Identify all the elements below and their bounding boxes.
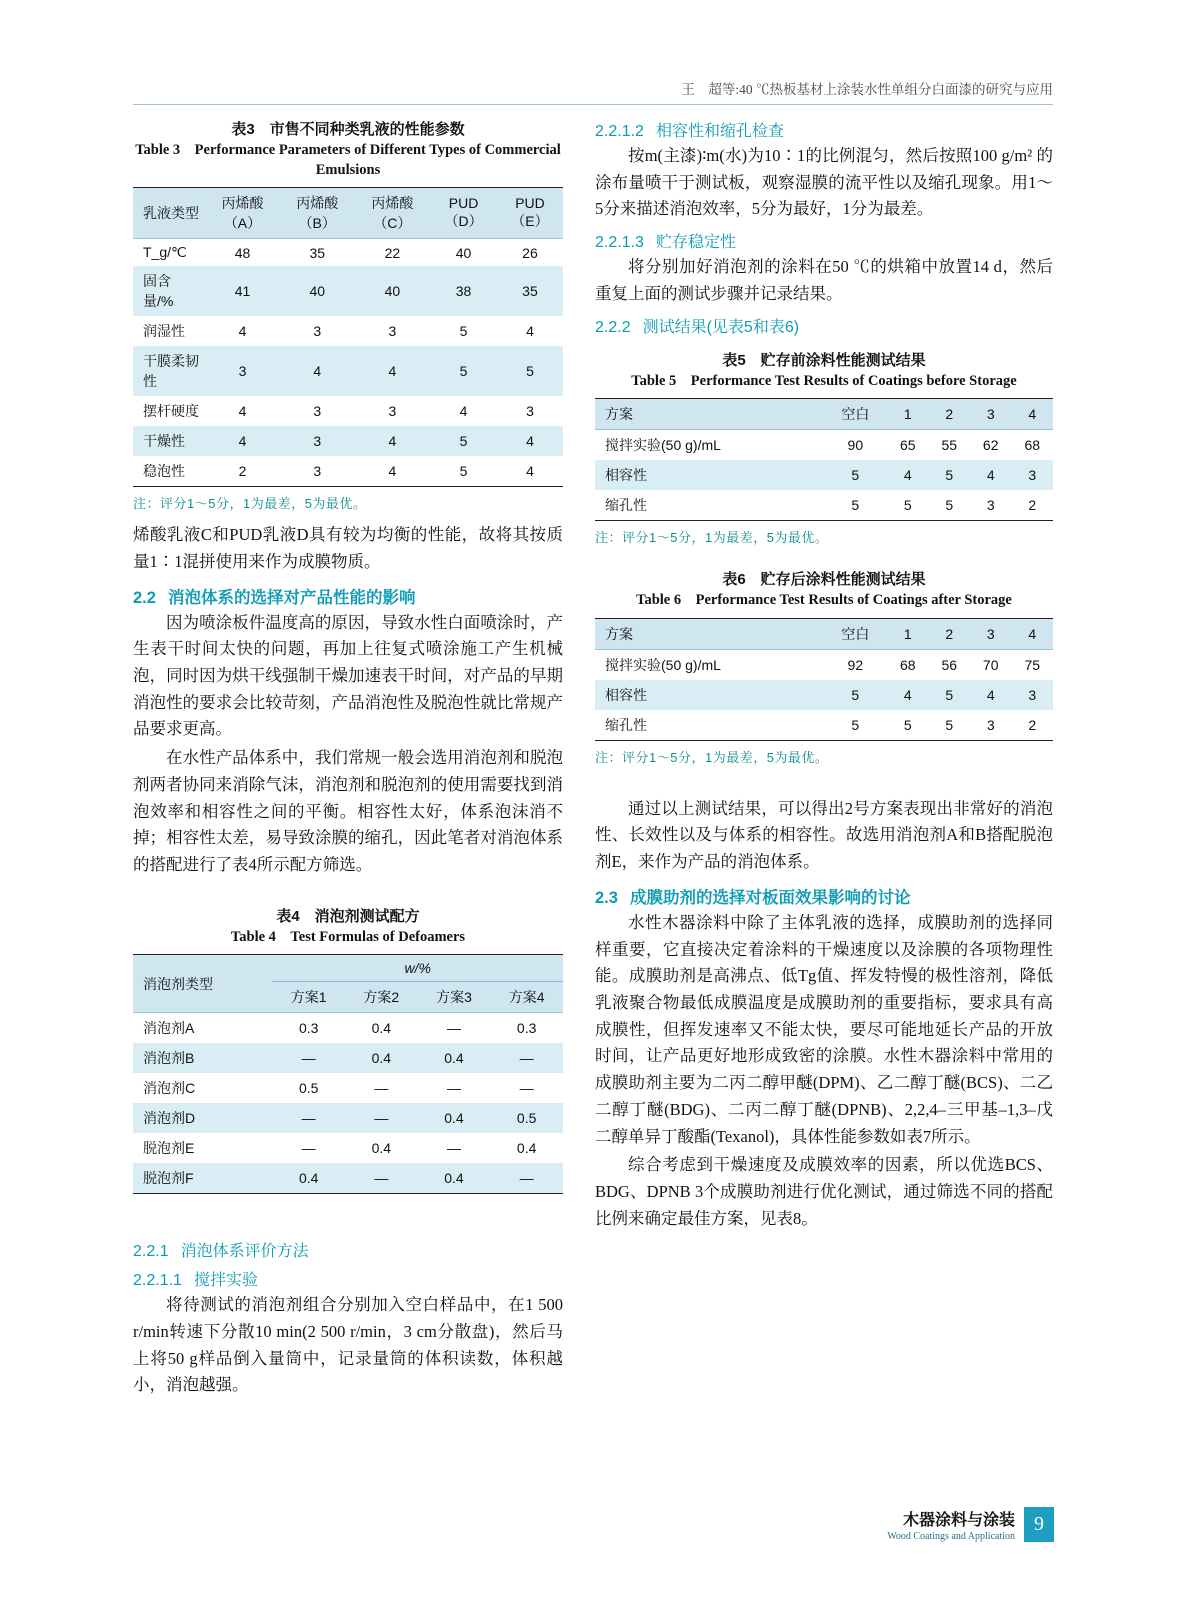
section-2-2-1-2-heading <box>595 118 1053 141</box>
table6-r1-c2: 4 <box>903 686 912 703</box>
table6-r0-c5: 75 <box>1024 656 1041 673</box>
table6-r2-c3: 5 <box>945 716 954 733</box>
table3-r0-c1: 48 <box>234 244 251 261</box>
table4-wrapper <box>133 954 563 1194</box>
paragraph-2-2-1: 因为喷涂板件温度高的原因，导致水性白面喷涂时，产生表干时间太快的问题，再加上往复式喷涂施工产生机械泡，同时因为烘干线强制干燥加速表干时间，对产品的早期消泡性的要求会比较苛刻，产品消泡性及脱泡性就比常规产品要求更高。 <box>133 612 563 739</box>
table3-r3-c2: 4 <box>313 363 322 380</box>
section-2-2-1-heading <box>133 1238 563 1261</box>
table5-r2-c5: 2 <box>1028 497 1037 514</box>
table5-r1-c0: 相容性 <box>605 467 647 484</box>
table3-r1-c4: 38 <box>455 283 472 300</box>
table3-r6-c3: 4 <box>388 463 397 480</box>
table4-r4-c1: — <box>301 1140 316 1157</box>
table5-r1-c1: 5 <box>851 467 860 484</box>
table4-r1-c3: 0.4 <box>444 1050 464 1067</box>
table3-r6-c4: 5 <box>459 463 468 480</box>
table4-r1-c0: 消泡剂B <box>143 1050 195 1067</box>
left-column <box>133 118 563 1401</box>
table3-r2-c1: 4 <box>238 323 247 340</box>
table4-r5-c2: — <box>374 1170 389 1187</box>
table3-r3-c1: 3 <box>238 363 247 380</box>
table5 <box>595 399 1053 520</box>
page-footer <box>887 1507 1054 1542</box>
table5-r1-c5: 3 <box>1028 467 1037 484</box>
table5-block <box>595 349 1053 547</box>
table3-note: 注：评分1～5分，1为最差，5为最优。 <box>133 496 367 512</box>
section-2-2-1-1-title: 搅拌实验 <box>193 1272 258 1290</box>
table6 <box>595 619 1053 740</box>
table5-r1-c4: 4 <box>986 467 995 484</box>
table-row <box>133 1073 563 1103</box>
table4-r3-c0: 消泡剂D <box>143 1110 196 1127</box>
table3-r4-c1: 4 <box>238 403 247 420</box>
table4-th-span: w/% <box>272 955 563 982</box>
table6-note: 注：评分1～5分，1为最差，5为最优。 <box>595 749 829 765</box>
table4-r1-c2: 0.4 <box>371 1050 392 1067</box>
table5-title-en: Table 5 Performance Test Results of Coatings before Storage <box>631 372 1017 389</box>
table5-title-cn: 表5 贮存前涂料性能测试结果 <box>722 351 926 369</box>
page-number: 9 <box>1024 1507 1054 1542</box>
table5-header-row <box>595 399 1053 430</box>
table-row <box>133 1163 563 1193</box>
table6-title-cn: 表6 贮存后涂料性能测试结果 <box>722 571 926 589</box>
table4-r1-c4: — <box>519 1050 534 1067</box>
table3-r4-c2: 3 <box>313 403 322 420</box>
table6-header-row <box>595 619 1053 650</box>
table4-th-2: 方案2 <box>345 982 418 1013</box>
table4-r2-c0: 消泡剂C <box>143 1080 196 1097</box>
table4-header-row-span <box>133 955 563 982</box>
section-2-3-number: 2.3 <box>595 888 618 907</box>
table4-r3-c4: 0.5 <box>516 1110 537 1127</box>
table6-r2-c0: 缩孔性 <box>605 716 647 733</box>
table4-title-en: Table 4 Test Formulas of Defoamers <box>230 928 466 945</box>
table6-r1-c1: 5 <box>851 686 860 703</box>
table6-r0-c3: 56 <box>941 656 958 673</box>
table6-th-1: 空白 <box>824 619 887 650</box>
right-column <box>595 118 1053 1235</box>
table3-r6-c2: 3 <box>313 463 322 480</box>
table6-r0-c0: 搅拌实验(50 g)/mL <box>605 656 721 673</box>
table3-wrapper <box>133 187 563 487</box>
table5-th-4: 3 <box>970 399 1011 430</box>
table3-r3-c0: 干膜柔韧性 <box>143 353 199 390</box>
table-row <box>133 426 563 456</box>
table3-title-en: Table 3 Performance Parameters of Different Types of Commercial Emulsions <box>135 142 561 178</box>
table5-r1-c3: 5 <box>945 467 954 484</box>
table-row <box>133 456 563 486</box>
table5-r0-c5: 68 <box>1024 437 1041 454</box>
table6-r0-c1: 92 <box>847 656 864 673</box>
table-row <box>133 266 563 316</box>
table6-r1-c3: 5 <box>945 686 954 703</box>
table4-r0-c3: — <box>446 1020 461 1037</box>
table3-r1-c2: 40 <box>309 283 326 300</box>
table3-th-3: 丙烯酸（C） <box>355 188 431 239</box>
table4-r0-c0: 消泡剂A <box>143 1020 195 1037</box>
table3-th-2: 丙烯酸（B） <box>280 188 355 239</box>
table4-r4-c2: 0.4 <box>371 1140 392 1157</box>
footer-journal-cn: 木器涂料与涂装 <box>902 1512 1015 1529</box>
table3-r3-c5: 5 <box>526 363 534 380</box>
table-row <box>595 710 1053 740</box>
table3-r4-c5: 3 <box>526 403 534 420</box>
table3-r6-c0: 稳泡性 <box>143 463 185 480</box>
paragraph-after-table3: 烯酸乳液C和PUD乳液D具有较为均衡的性能，故将其按质量1∶1混拼使用来作为成膜物质。 <box>133 525 563 571</box>
section-2-2-1-2-title: 相容性和缩孔检查 <box>655 123 784 140</box>
table3-block <box>133 118 563 512</box>
table3-r5-c0: 干燥性 <box>143 433 185 450</box>
table4-th-3: 方案3 <box>418 982 491 1013</box>
table6-th-4: 3 <box>970 619 1011 650</box>
table4-r4-c4: 0.4 <box>516 1140 537 1157</box>
table4-r5-c1: 0.4 <box>298 1170 319 1187</box>
table4-r4-c3: — <box>446 1140 461 1157</box>
table6-r0-c2: 68 <box>899 656 916 673</box>
table5-note: 注：评分1～5分，1为最差，5为最优。 <box>595 530 829 546</box>
table-row <box>133 316 563 346</box>
table4-r2-c1: 0.5 <box>298 1080 319 1097</box>
table6-r1-c5: 3 <box>1028 686 1037 703</box>
table-row <box>595 490 1053 520</box>
table3-r6-c5: 4 <box>526 463 534 480</box>
table3-r1-c3: 40 <box>384 283 401 300</box>
table5-r0-c3: 55 <box>941 437 958 454</box>
table-row <box>133 346 563 396</box>
section-2-2-2-title: 测试结果(见表5和表6) <box>642 318 800 336</box>
table6-r2-c4: 3 <box>986 716 995 733</box>
section-2-2-2-number: 2.2.2 <box>595 318 631 336</box>
table3-r5-c5: 4 <box>526 433 534 450</box>
table4-r5-c3: 0.4 <box>444 1170 464 1187</box>
table4-r0-c2: 0.4 <box>371 1020 392 1037</box>
paragraph-2-3-1: 水性木器涂料中除了主体乳液的选择，成膜助剂的选择同样重要，它直接决定着涂料的干燥速度以及涂膜的各项物理性能。成膜助剂是高沸点、低Tg值、挥发特慢的极性溶剂，降低乳液聚合物最低成膜温度是成膜助剂的重要指标，要求具有高成膜性，但挥发速率又不能太快，要尽可能地延长产品的开放时间，让产品更好地形成致密的涂膜。水性木器涂料中常用的成膜助剂主要为二丙二醇甲醚(DPM)、乙二醇丁醚(BCS)、二乙二醇丁醚(BDG)、二丙二醇丁醚(DPNB)、2,2,4–三甲基–1,3–戊二醇单异丁酸酯(Texanol)，具体性能参数如表7所示。 <box>595 912 1053 1146</box>
table5-th-5: 4 <box>1011 399 1053 430</box>
table3-r2-c3: 3 <box>388 323 397 340</box>
table5-wrapper <box>595 398 1053 521</box>
table4-r5-c0: 脱泡剂F <box>143 1170 194 1187</box>
table5-th-2: 1 <box>887 399 928 430</box>
table5-th-3: 2 <box>928 399 969 430</box>
table-row <box>595 680 1053 710</box>
table5-r0-c2: 65 <box>899 437 916 454</box>
table-row <box>133 1133 563 1163</box>
table3 <box>133 188 563 486</box>
table6-r2-c5: 2 <box>1028 716 1037 733</box>
table5-th-1: 空白 <box>824 399 887 430</box>
table3-r1-c5: 35 <box>522 283 538 300</box>
table5-r2-c2: 5 <box>903 497 912 514</box>
table5-th-0: 方案 <box>595 399 824 430</box>
table6-th-5: 4 <box>1011 619 1053 650</box>
table4-r2-c2: — <box>374 1080 389 1097</box>
table4-r5-c4: — <box>519 1170 534 1187</box>
table3-title-cn: 表3 市售不同种类乳液的性能参数 <box>231 121 465 138</box>
table4-r3-c1: — <box>301 1110 316 1127</box>
paragraph-2-2-2-result: 通过以上测试结果，可以得出2号方案表现出非常好的消泡性、长效性以及与体系的相容性。故选用消泡剂A和B搭配脱泡剂E，来作为产品的消泡体系。 <box>595 798 1053 872</box>
running-header-text: 王 超等:40 ℃热板基材上涂装水性单组分白面漆的研究与应用 <box>133 78 1053 105</box>
table4-block <box>133 905 563 1195</box>
section-2-2-1-3-title: 贮存稳定性 <box>655 234 736 252</box>
table3-r3-c3: 4 <box>388 363 397 380</box>
section-2-2-1-number: 2.2.1 <box>133 1243 169 1261</box>
table5-r1-c2: 4 <box>903 467 912 484</box>
section-2-2-1-title: 消泡体系评价方法 <box>180 1243 309 1261</box>
table4-r3-c2: — <box>374 1110 389 1127</box>
table4 <box>133 955 563 1193</box>
table4-r0-c4: 0.3 <box>516 1020 537 1037</box>
table3-r1-c1: 41 <box>234 283 251 300</box>
section-2-2-1-3-number: 2.2.1.3 <box>595 234 644 252</box>
section-2-2-2-heading <box>595 314 1053 337</box>
table3-header-row <box>133 188 563 239</box>
left-text-block-2 <box>133 1238 563 1399</box>
table3-r0-c2: 35 <box>309 244 326 261</box>
table6-block <box>595 568 1053 766</box>
table-row <box>133 239 563 267</box>
table3-r2-c4: 5 <box>459 323 468 340</box>
table6-th-3: 2 <box>928 619 969 650</box>
table3-th-5: PUD（E） <box>497 188 563 239</box>
table3-r4-c3: 3 <box>388 403 397 420</box>
table5-r2-c4: 3 <box>986 497 995 514</box>
table3-r4-c0: 摆杆硬度 <box>143 403 199 420</box>
table3-r3-c4: 5 <box>459 363 468 380</box>
table-row <box>133 1103 563 1133</box>
table5-r0-c4: 62 <box>982 437 999 454</box>
section-2-2-title: 消泡体系的选择对产品性能的影响 <box>167 588 416 607</box>
table3-r2-c2: 3 <box>313 323 322 340</box>
table-row <box>595 649 1053 680</box>
table4-r2-c4: — <box>519 1080 534 1097</box>
table4-title-cn: 表4 消泡剂测试配方 <box>276 907 420 925</box>
table4-r3-c3: 0.4 <box>444 1110 464 1127</box>
table3-r0-c5: 26 <box>522 244 538 261</box>
table4-r1-c1: — <box>301 1050 316 1067</box>
table6-r2-c1: 5 <box>851 716 860 733</box>
section-2-2-1-2-number: 2.2.1.2 <box>595 123 644 140</box>
table3-r0-c3: 22 <box>384 244 401 261</box>
paragraph-2-3-2: 综合考虑到干燥速度及成膜效率的因素，所以优选BCS、BDG、DPNB 3个成膜助剂进行优化测试，通过筛选不同的搭配比例来确定最佳方案，见表8。 <box>595 1155 1053 1228</box>
section-2-3-heading <box>595 884 1053 908</box>
table5-r0-c1: 90 <box>847 437 864 454</box>
table5-r2-c3: 5 <box>945 497 954 514</box>
table-row <box>133 1043 563 1073</box>
left-text-block <box>133 522 563 879</box>
table3-r0-c0: T_g/℃ <box>143 244 187 261</box>
table-row <box>133 1013 563 1044</box>
table6-r0-c4: 70 <box>982 656 999 673</box>
table6-wrapper <box>595 618 1053 741</box>
table-row <box>595 460 1053 490</box>
table6-th-2: 1 <box>887 619 928 650</box>
table4-r2-c3: — <box>446 1080 461 1097</box>
table3-r2-c0: 润湿性 <box>143 323 185 340</box>
table3-th-4: PUD（D） <box>430 188 497 239</box>
table3-r5-c1: 4 <box>238 433 247 450</box>
table4-r0-c1: 0.3 <box>298 1020 319 1037</box>
table5-r0-c0: 搅拌实验(50 g)/mL <box>605 437 721 454</box>
section-2-2-1-1-heading <box>133 1267 563 1290</box>
table6-title-en: Table 6 Performance Test Results of Coatings after Storage <box>636 592 1012 609</box>
table6-th-0: 方案 <box>595 619 824 650</box>
table5-r2-c0: 缩孔性 <box>605 497 647 514</box>
footer-journal <box>887 1507 1024 1542</box>
section-2-3-title: 成膜助剂的选择对板面效果影响的讨论 <box>629 888 911 907</box>
table-row <box>133 396 563 426</box>
paragraph-2-2-1-2: 按m(主漆)∶m(水)为10∶1的比例混匀，然后按照100 g/m² 的涂布量喷干于测试板，观察湿膜的流平性以及缩孔现象。用1～5分来描述消泡效率，5分为最好，1分为最差。 <box>595 146 1053 219</box>
table3-r5-c4: 5 <box>459 433 468 450</box>
paragraph-2-2-2: 在水性产品体系中，我们常规一般会选用消泡剂和脱泡剂两者协同来消除气沫，消泡剂和脱泡剂的使用需要找到消泡效率和相容性之间的平衡。相容性太好，体系泡沫消不掉；相容性太差，易导致涂膜的缩孔，因此笔者对消泡体系的搭配进行了表4所示配方筛选。 <box>133 748 563 875</box>
table4-th-lead: 消泡剂类型 <box>133 955 272 1013</box>
table4-th-4: 方案4 <box>490 982 563 1013</box>
table6-r2-c2: 5 <box>903 716 912 733</box>
table6-r1-c4: 4 <box>986 686 995 703</box>
table3-th-0: 乳液类型 <box>133 188 205 239</box>
table3-th-1: 丙烯酸（A） <box>205 188 280 239</box>
footer-journal-en: Wood Coatings and Application <box>887 1531 1015 1542</box>
running-header <box>133 78 1053 105</box>
table5-r2-c1: 5 <box>851 497 860 514</box>
section-2-2-1-3-heading <box>595 229 1053 252</box>
table4-th-1: 方案1 <box>272 982 345 1013</box>
section-2-2-number: 2.2 <box>133 588 156 607</box>
table3-r2-c5: 4 <box>526 323 534 340</box>
table3-r4-c4: 4 <box>459 403 468 420</box>
table3-r5-c2: 3 <box>313 433 322 450</box>
table6-r1-c0: 相容性 <box>605 686 647 703</box>
table3-r1-c0: 固含量/% <box>143 273 174 310</box>
table3-r0-c4: 40 <box>455 244 472 261</box>
section-2-2-heading <box>133 584 563 608</box>
section-2-2-1-1-number: 2.2.1.1 <box>133 1272 182 1290</box>
paragraph-2-2-1-1: 将待测试的消泡剂组合分别加入空白样品中，在1 500 r/min转速下分散10 min(2 500 r/min，3 cm分散盘)，然后马上将50 g样品倒入量筒中，记录量筒的体积读数，体积越小，消泡越强。 <box>133 1295 563 1395</box>
table3-r6-c1: 2 <box>238 463 247 480</box>
table-row <box>595 430 1053 461</box>
paragraph-2-2-1-3: 将分别加好消泡剂的涂料在50 ℃的烘箱中放置14 d，然后重复上面的测试步骤并记录结果。 <box>595 257 1053 303</box>
table3-r5-c3: 4 <box>388 433 397 450</box>
right-text-block <box>595 796 1053 1233</box>
table4-r4-c0: 脱泡剂E <box>143 1140 195 1157</box>
